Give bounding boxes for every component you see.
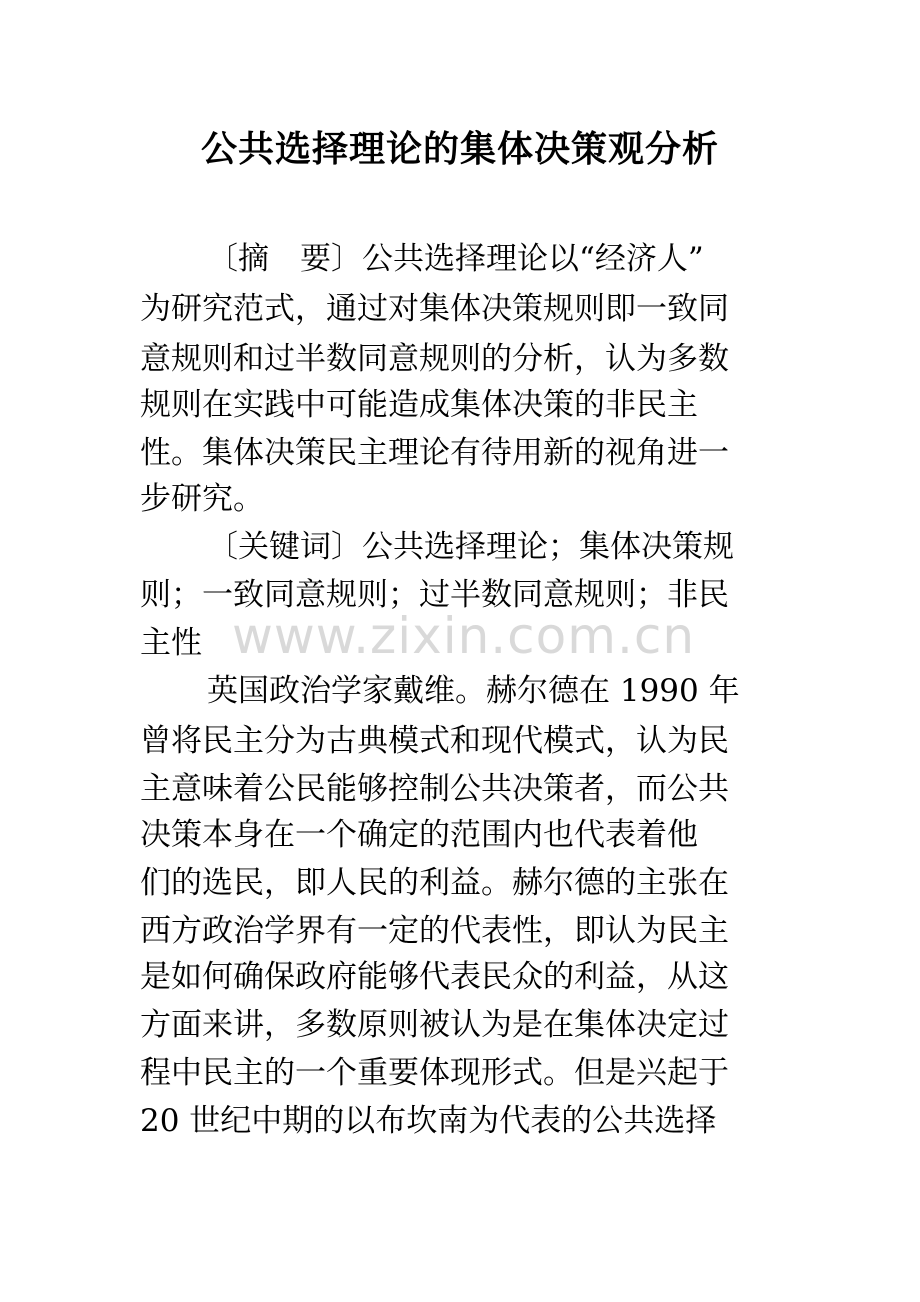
body-line-8: 方面来讲，多数原则被认为是在集体决定过 bbox=[140, 1007, 729, 1043]
keywords-line-2: 则；一致同意规则；过半数同意规则；非民 bbox=[140, 577, 729, 613]
body-line-2: 曾将民主分为古典模式和现代模式，认为民 bbox=[140, 723, 729, 759]
body-line-6: 西方政治学界有一定的代表性，即认为民主 bbox=[140, 913, 729, 949]
abstract-line-6: 步研究。 bbox=[140, 481, 264, 517]
body-line-1: 英国政治学家戴维。赫尔德在 1990 年 bbox=[207, 673, 740, 709]
keywords-line-3: 主性 bbox=[140, 625, 202, 661]
body-line-10: 20 世纪中期的以布坎南为代表的公共选择 bbox=[140, 1103, 717, 1139]
body-line-3: 主意味着公民能够控制公共决策者，而公共 bbox=[140, 771, 729, 807]
body-line-9: 程中民主的一个重要体现形式。但是兴起于 bbox=[140, 1055, 729, 1091]
watermark: www.zixin.com.cn bbox=[232, 607, 696, 665]
body-line-4: 决策本身在一个确定的范围内也代表着他 bbox=[140, 817, 698, 853]
document-title: 公共选择理论的集体决策观分析 bbox=[200, 129, 719, 170]
abstract-line-1: 〔摘 要〕公共选择理论以“经济人” bbox=[207, 241, 704, 277]
body-line-5: 们的选民，即人民的利益。赫尔德的主张在 bbox=[140, 865, 729, 901]
body-line-7: 是如何确保政府能够代表民众的利益，从这 bbox=[140, 959, 729, 995]
abstract-line-4: 规则在实践中可能造成集体决策的非民主 bbox=[140, 387, 698, 423]
keywords-line-1: 〔关键词〕公共选择理论；集体决策规 bbox=[207, 529, 734, 565]
abstract-line-3: 意规则和过半数同意规则的分析，认为多数 bbox=[140, 341, 729, 377]
abstract-line-5: 性。集体决策民主理论有待用新的视角进一 bbox=[140, 435, 729, 471]
abstract-line-2: 为研究范式，通过对集体决策规则即一致同 bbox=[140, 291, 729, 327]
